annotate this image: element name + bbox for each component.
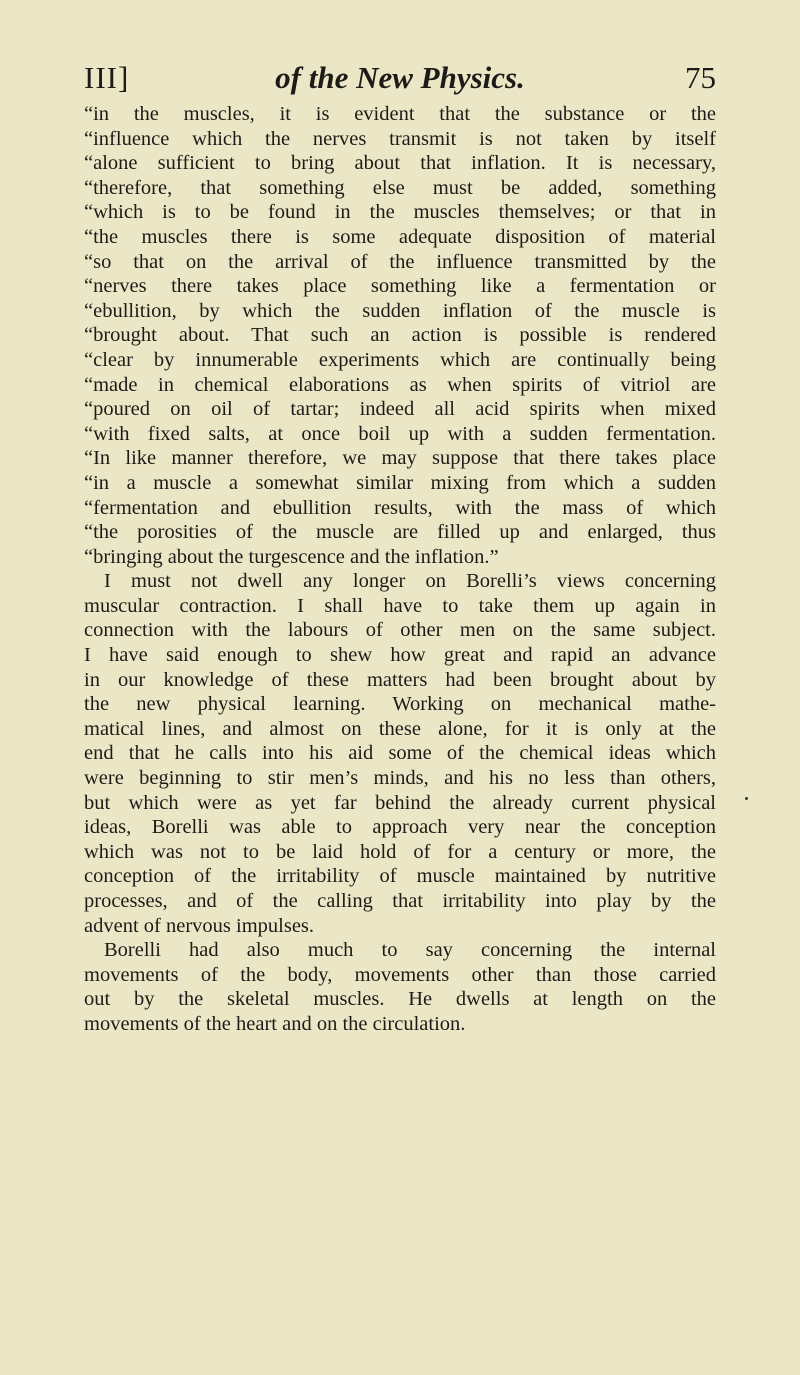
text-line: “which is to be found in the muscles themselves; or that in <box>84 201 716 224</box>
text-line: “ebullition, by which the sudden inflation of the muscle is <box>84 299 716 322</box>
text-line: “the muscles there is some adequate disposition of material <box>84 225 716 248</box>
text-line: the new physical learning. Working on mechanical mathe- <box>84 693 716 716</box>
text-line: “brought about. That such an action is possible is rendered <box>84 324 716 347</box>
text-line: connection with the labours of other men on the same subject. <box>84 619 716 642</box>
text-line: “fermentation and ebullition results, with the mass of which <box>84 496 716 519</box>
text-line: “so that on the arrival of the influence transmitted by the <box>84 250 716 273</box>
paragraph-start-line: I must not dwell any longer on Borelli’s views concerning <box>104 570 716 593</box>
text-line: “in a muscle a somewhat similar mixing from which a sudden <box>84 471 716 494</box>
text-line: “bringing about the turgescence and the inflation.” <box>84 545 499 568</box>
text-line: “influence which the nerves transmit is not taken by itself <box>84 127 716 150</box>
text-line: “In like manner therefore, we may suppose that there takes place <box>84 447 716 470</box>
text-line: in our knowledge of these matters had been brought about by <box>84 668 716 691</box>
text-line: were beginning to stir men’s minds, and his no less than others, <box>84 767 716 790</box>
chapter-number: III] <box>84 60 130 95</box>
text-line: “in the muscles, it is evident that the substance or the <box>84 103 716 125</box>
text-line: ideas, Borelli was able to approach very near the conception <box>84 816 716 839</box>
text-line: out by the skeletal muscles. He dwells at length on the <box>84 988 716 1011</box>
paragraph-start-line: Borelli had also much to say concerning the internal <box>104 939 716 962</box>
text-line: “nerves there takes place something like a fermentation or <box>84 275 716 298</box>
page-number: 75 <box>685 60 716 95</box>
text-line: “made in chemical elaborations as when spirits of vitriol are <box>84 373 716 396</box>
text-line: processes, and of the calling that irritability into play by the <box>84 890 716 912</box>
text-line: end that he calls into his aid some of the chemical ideas which <box>84 742 716 765</box>
text-line: “poured on oil of tartar; indeed all acid spirits when mixed <box>84 398 716 421</box>
text-line: “clear by innumerable experiments which are continually being <box>84 348 716 371</box>
text-line: which was not to be laid hold of for a century or more, the <box>84 840 716 863</box>
text-line: “therefore, that something else must be added, something <box>84 176 716 199</box>
running-header <box>84 56 716 106</box>
text-line: movements of the heart and on the circulation. <box>84 1012 466 1035</box>
text-line: “alone sufficient to bring about that inflation. It is necessary, <box>84 152 716 175</box>
body-text <box>84 102 716 1037</box>
margin-speck <box>745 797 748 800</box>
text-line: but which were as yet far behind the already current physical <box>84 791 716 814</box>
running-title: of the New Physics. <box>275 60 525 95</box>
text-line: conception of the irritability of muscle maintained by nutritive <box>84 865 716 888</box>
text-line: matical lines, and almost on these alone, for it is only at the <box>84 717 716 740</box>
text-line: advent of nervous impulses. <box>84 914 315 937</box>
text-line: movements of the body, movements other than those carried <box>84 963 716 986</box>
text-line: “the porosities of the muscle are filled up and enlarged, thus <box>84 521 716 544</box>
text-line: “with fixed salts, at once boil up with a sudden fermentation. <box>84 422 716 445</box>
text-line: muscular contraction. I shall have to take them up again in <box>84 594 716 617</box>
text-line: I have said enough to shew how great and rapid an advance <box>84 644 716 667</box>
